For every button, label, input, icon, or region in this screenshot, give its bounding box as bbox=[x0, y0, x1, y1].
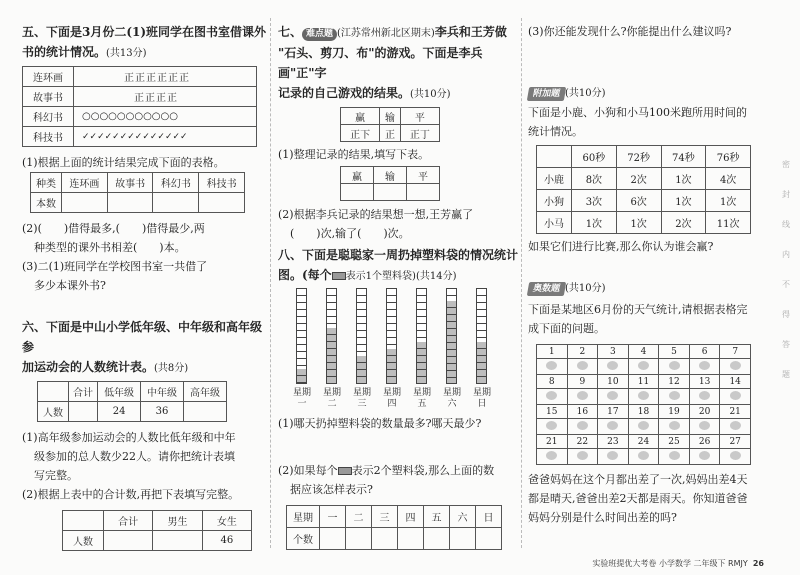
weather-icon bbox=[730, 391, 741, 400]
calendar-date: 11 bbox=[628, 375, 659, 389]
bar-fill bbox=[327, 328, 336, 383]
day-label: 星期四 bbox=[382, 388, 401, 409]
q6-part1: (1)高年级参加运动会的人数比低年级和中年 bbox=[22, 431, 236, 444]
q5-part1: (1)根据上面的统计结果完成下面的表格。 bbox=[22, 156, 225, 169]
calendar-date: 7 bbox=[720, 345, 751, 359]
calendar-date: 21 bbox=[537, 435, 568, 449]
calendar-date: 15 bbox=[537, 405, 568, 419]
q8-title: 八、下面是聪聪家一周扔掉塑料袋的情况统计 bbox=[278, 248, 519, 262]
weather-icon bbox=[607, 451, 618, 460]
weather-icon bbox=[546, 361, 557, 370]
q5-part2: (2)( )借得最多,( )借得最少,两 bbox=[22, 222, 205, 235]
bar-fill bbox=[297, 369, 306, 383]
calendar-date: 12 bbox=[659, 375, 690, 389]
weather-icon bbox=[638, 451, 649, 460]
q5-part3: (3)二(1)班同学在学校图书室一共借了 bbox=[22, 260, 208, 273]
weather-icon bbox=[699, 391, 710, 400]
weather-icon bbox=[577, 391, 588, 400]
calendar-date: 19 bbox=[659, 405, 690, 419]
q6-title: 六、下面是中山小学低年级、中年级和高年级参 bbox=[22, 320, 263, 354]
weather-icon bbox=[607, 421, 618, 430]
day-label: 星期一 bbox=[292, 388, 311, 409]
calendar-date: 23 bbox=[598, 435, 629, 449]
q5-answer-table[interactable]: 种类 连环画 故事书 科幻书 科技书 本数 bbox=[30, 172, 245, 213]
weather-icon bbox=[699, 451, 710, 460]
weather-icon bbox=[638, 421, 649, 430]
q6-part2: (2)根据上表中的合计数,再把下表填写完整。 bbox=[22, 488, 240, 501]
weather-icon bbox=[577, 451, 588, 460]
calendar-date: 9 bbox=[567, 375, 598, 389]
weather-icon bbox=[546, 391, 557, 400]
bonus-table: 60秒 72秒 74秒 76秒 小鹿 8次 2次 1次 4次 小狗 3次 6次 1次 1次 小马 1次 1次 2次 11次 bbox=[536, 145, 751, 234]
olympiad-badge: 奥数题 bbox=[527, 282, 566, 296]
day-label: 星期五 bbox=[412, 388, 431, 409]
weather-icon bbox=[577, 421, 588, 430]
q8-part3: (3)你还能发现什么?你能提出什么建议吗? bbox=[528, 25, 732, 38]
calendar-date: 20 bbox=[689, 405, 720, 419]
bar-7 bbox=[476, 288, 487, 384]
difficulty-badge: 难点题 bbox=[302, 28, 337, 41]
bar-fill bbox=[387, 349, 396, 383]
page-number: 26 bbox=[752, 559, 764, 568]
weather-icon bbox=[577, 361, 588, 370]
q8-part2: (2)如果每个 表示2个塑料袋,那么上面的数 bbox=[278, 464, 495, 477]
bar-6 bbox=[446, 288, 457, 384]
bar-fill bbox=[417, 342, 426, 383]
weather-icon bbox=[730, 361, 741, 370]
column-right: (3)你还能发现什么?你能提出什么建议吗? 附加题 (共10分) 下面是小鹿、小狗和小马100米跑所用时间的 统计情况。 60秒 72秒 74秒 76秒 小鹿 8次 2次 1次 4次 小狗 3次 6次 1次 1次 小马 1次 1次 2次 11次 如果它们进行比赛,那么你认为谁会赢? 奥数题 (共10分) 下面是某地区6月份的天气统计,请根据表格完 成下面的问题。 1 2 3 4 5 6 7 8 9 10 11 12 13 14 15 16 17 18 19 20 21 21 22 23 24 25 26 27 爸爸妈妈在这个月都出差了一次,妈妈出差4天 都是晴天,爸爸出差2天都是雨天。你知道爸爸 妈妈分别是什么时间出差的吗? bbox=[528, 22, 758, 527]
calendar-date: 27 bbox=[720, 435, 751, 449]
calendar-date: 4 bbox=[628, 345, 659, 359]
weather-icon bbox=[638, 361, 649, 370]
weather-icon bbox=[669, 451, 680, 460]
calendar-date: 24 bbox=[628, 435, 659, 449]
bar-2 bbox=[326, 288, 337, 384]
bar-fill bbox=[477, 342, 486, 383]
calendar-date: 1 bbox=[537, 345, 568, 359]
q8-part1: (1)哪天扔掉塑料袋的数量最多?哪天最少? bbox=[278, 417, 482, 430]
q8-bar-chart bbox=[286, 286, 518, 409]
bar-fill bbox=[447, 301, 456, 383]
column-middle: 七、 难点题 (江苏常州新北区期末)李兵和王芳做 "石头、剪刀、布"的游戏。下面是李兵画"正"字 记录的自己游戏的结果。(共10分) 赢 输 平 正下 正 正丁 (1)整理记录的结果,填写下表。 赢 输 平 (2)根据李兵记录的结果想一想,王芳赢了 ( )次,输了( )次。 八、下面是聪聪家一周扔掉塑料袋的情况统计 图。(每个 表示1个塑料袋)(共14分) 星期一 星期二 星期三 星期四 星期五 星期六 星期日 (1)哪天扔掉塑料袋的数量最多?哪天最少? (2)如果每个 表示2个塑料袋,那么上面的数 据应该怎样表示? 星期 一 二 三 四 五 六 日 个数 bbox=[278, 22, 518, 550]
weather-icon bbox=[669, 391, 680, 400]
q6-table[interactable]: 合计 低年级 中年级 高年级 人数 24 36 bbox=[37, 381, 227, 422]
bar-4 bbox=[386, 288, 397, 384]
calendar-date: 22 bbox=[567, 435, 598, 449]
weather-icon bbox=[546, 451, 557, 460]
weather-icon bbox=[699, 361, 710, 370]
weather-icon bbox=[730, 421, 741, 430]
calendar-date: 25 bbox=[659, 435, 690, 449]
calendar-date: 21 bbox=[720, 405, 751, 419]
footer: 实验班提优大考卷 小学数学 二年级下 RMJY 26 bbox=[592, 559, 764, 568]
q7-part2: (2)根据李兵记录的结果想一想,王芳赢了 bbox=[278, 208, 474, 221]
day-label: 星期日 bbox=[472, 388, 491, 409]
calendar-date: 14 bbox=[720, 375, 751, 389]
day-label: 星期三 bbox=[352, 388, 371, 409]
calendar-date: 5 bbox=[659, 345, 690, 359]
bar-fill bbox=[357, 356, 366, 383]
weather-icon bbox=[669, 421, 680, 430]
seal-line-text: 密封线内不得答题 bbox=[782, 160, 790, 379]
calendar-date: 8 bbox=[537, 375, 568, 389]
column-left: 五、下面是3月份二(1)班同学在图书室借课外 书的统计情况。(共13分) 连环画 正正正正正正 故事书 正正正正 科幻书 ○○○○○○○○○○○ 科技书 ✓✓✓✓✓✓✓✓✓✓✓✓✓✓ (1)根据上面的统计结果完成下面的表格。 种类 连环画 故事书 科幻书 科技书 本数 (2)( )借得最多,( )借得最少,两 种类型的课外书相差( )本。 (3)二(1)班同学在学校图书室一共借了 多少本课外书? 六、下面是中山小学低年级、中年级和高年级参 加运动会的人数统计表。(共8分) 合计 低年级 中年级 高年级 人数 24 36 (1)高年级参加运动会的人数比低年级和中年 级参加的总人数少22人。请你把统计表填 写完整。 (2)根据上表中的合计数,再把下表填写完整。 合计 男生 女生 人数 46 bbox=[22, 22, 267, 551]
q7-tally-table: 赢 输 平 正下 正 正丁 bbox=[340, 107, 440, 142]
calendar-date: 17 bbox=[598, 405, 629, 419]
weather-icon bbox=[730, 451, 741, 460]
q5-tally-table: 连环画 正正正正正正 故事书 正正正正 科幻书 ○○○○○○○○○○○ 科技书 ✓✓✓✓✓✓✓✓✓✓✓✓✓✓ bbox=[22, 66, 257, 147]
bar-5 bbox=[416, 288, 427, 384]
calendar-date: 26 bbox=[689, 435, 720, 449]
q5-title: 五、下面是3月份二(1)班同学在图书室借课外 bbox=[22, 25, 267, 39]
day-label: 星期六 bbox=[442, 388, 461, 409]
q7-part1: (1)整理记录的结果,填写下表。 bbox=[278, 148, 430, 161]
weather-icon bbox=[669, 361, 680, 370]
calendar-date: 2 bbox=[567, 345, 598, 359]
q8-answer-table[interactable]: 星期 一 二 三 四 五 六 日 个数 bbox=[286, 505, 502, 550]
bonus-badge: 附加题 bbox=[527, 87, 566, 101]
column-divider bbox=[521, 18, 522, 548]
q6-table2[interactable]: 合计 男生 女生 人数 46 bbox=[62, 510, 252, 551]
calendar-date: 18 bbox=[628, 405, 659, 419]
calendar-date: 3 bbox=[598, 345, 629, 359]
q7-title: 七、 难点题 (江苏常州新北区期末)李兵和王芳做 bbox=[278, 25, 507, 39]
calendar-date: 6 bbox=[689, 345, 720, 359]
calendar-date: 10 bbox=[598, 375, 629, 389]
unit-box-icon bbox=[332, 272, 346, 280]
bar-1 bbox=[296, 288, 307, 384]
calendar-date: 16 bbox=[567, 405, 598, 419]
unit-box-icon bbox=[338, 467, 352, 475]
bar-3 bbox=[356, 288, 367, 384]
q7-answer-table[interactable]: 赢 输 平 bbox=[340, 166, 440, 201]
column-divider bbox=[270, 18, 271, 548]
day-label: 星期二 bbox=[322, 388, 341, 409]
weather-icon bbox=[699, 421, 710, 430]
weather-icon bbox=[546, 421, 557, 430]
weather-calendar bbox=[536, 344, 751, 465]
calendar-date: 13 bbox=[689, 375, 720, 389]
weather-icon bbox=[638, 391, 649, 400]
weather-icon bbox=[607, 391, 618, 400]
weather-icon bbox=[607, 361, 618, 370]
